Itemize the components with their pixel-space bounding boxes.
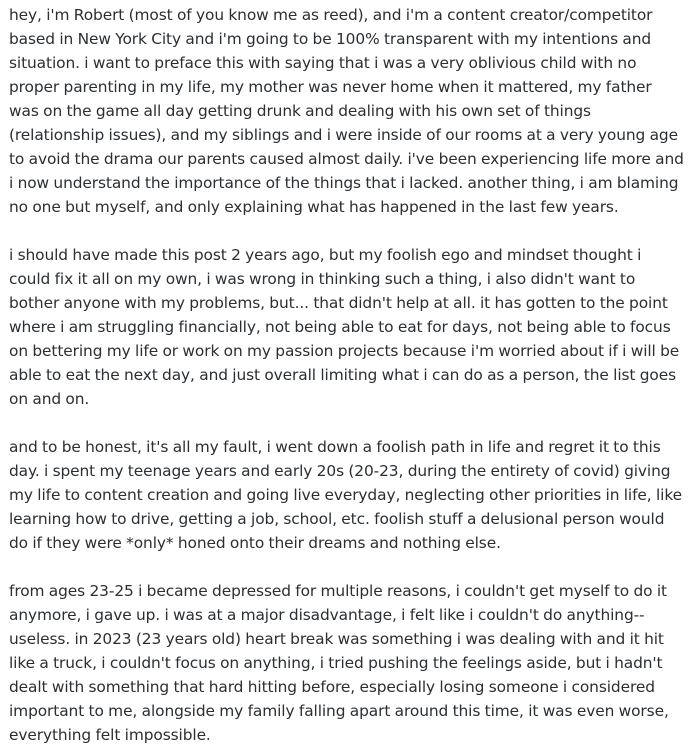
post-paragraph-2: i should have made this post 2 years ago, but my foolish ego and mindset thought i could fix it all on my own, i was wrong in thinking such a thing, i also didn't want to bother anyone with my problems, but... that didn't help at all. it has gotten to the point where i am struggling financially, not being able to eat for days, not being able to focus on bettering my life or work on my passion projects because i'm worried about if i will be able to eat the next day, and just overall limiting what i can do as a person, the list goes on and on. xyxy=(9,246,680,408)
post-paragraph-1: hey, i'm Robert (most of you know me as reed), and i'm a content creator/competitor based in New York City and i'm going to be 100% transparent with my intentions and situation. i want to preface this with saying that i was a very oblivious child with no proper parenting in my life, my mother was never home when it mattered, my father was on the game all day getting drunk and dealing with his own set of things (relationship issues), and my siblings and i were inside of our rooms at a very young age to avoid the drama our parents caused almost daily. i've been experiencing life more and i now understand the importance of the things that i lacked. another thing, i am blaming no one but myself, and only explaining what has happened in the last few years. xyxy=(9,6,684,216)
post-body xyxy=(9,3,685,747)
post-paragraph-3: and to be honest, it's all my fault, i went down a foolish path in life and regret it to this day. i spent my teenage years and early 20s (20-23, during the entirety of covid) giving my life to content creation and going live everyday, neglecting other priorities in life, like learning how to drive, getting a job, school, etc. foolish stuff a delusional person would do if they were *only* honed onto their dreams and nothing else. xyxy=(9,438,682,552)
post-paragraph-4: from ages 23-25 i became depressed for multiple reasons, i couldn't get myself to do it anymore, i gave up. i was at a major disadvantage, i felt like i couldn't do anything-- useless. in 2023 (23 years old) heart break was something i was dealing with and it hit like a truck, i couldn't focus on anything, i tried pushing the feelings aside, but i hadn't dealt with something that hard hitting before, especially losing someone i considered important to me, alongside my family falling apart around this time, it was even worse, everything felt impossible. xyxy=(9,582,669,744)
